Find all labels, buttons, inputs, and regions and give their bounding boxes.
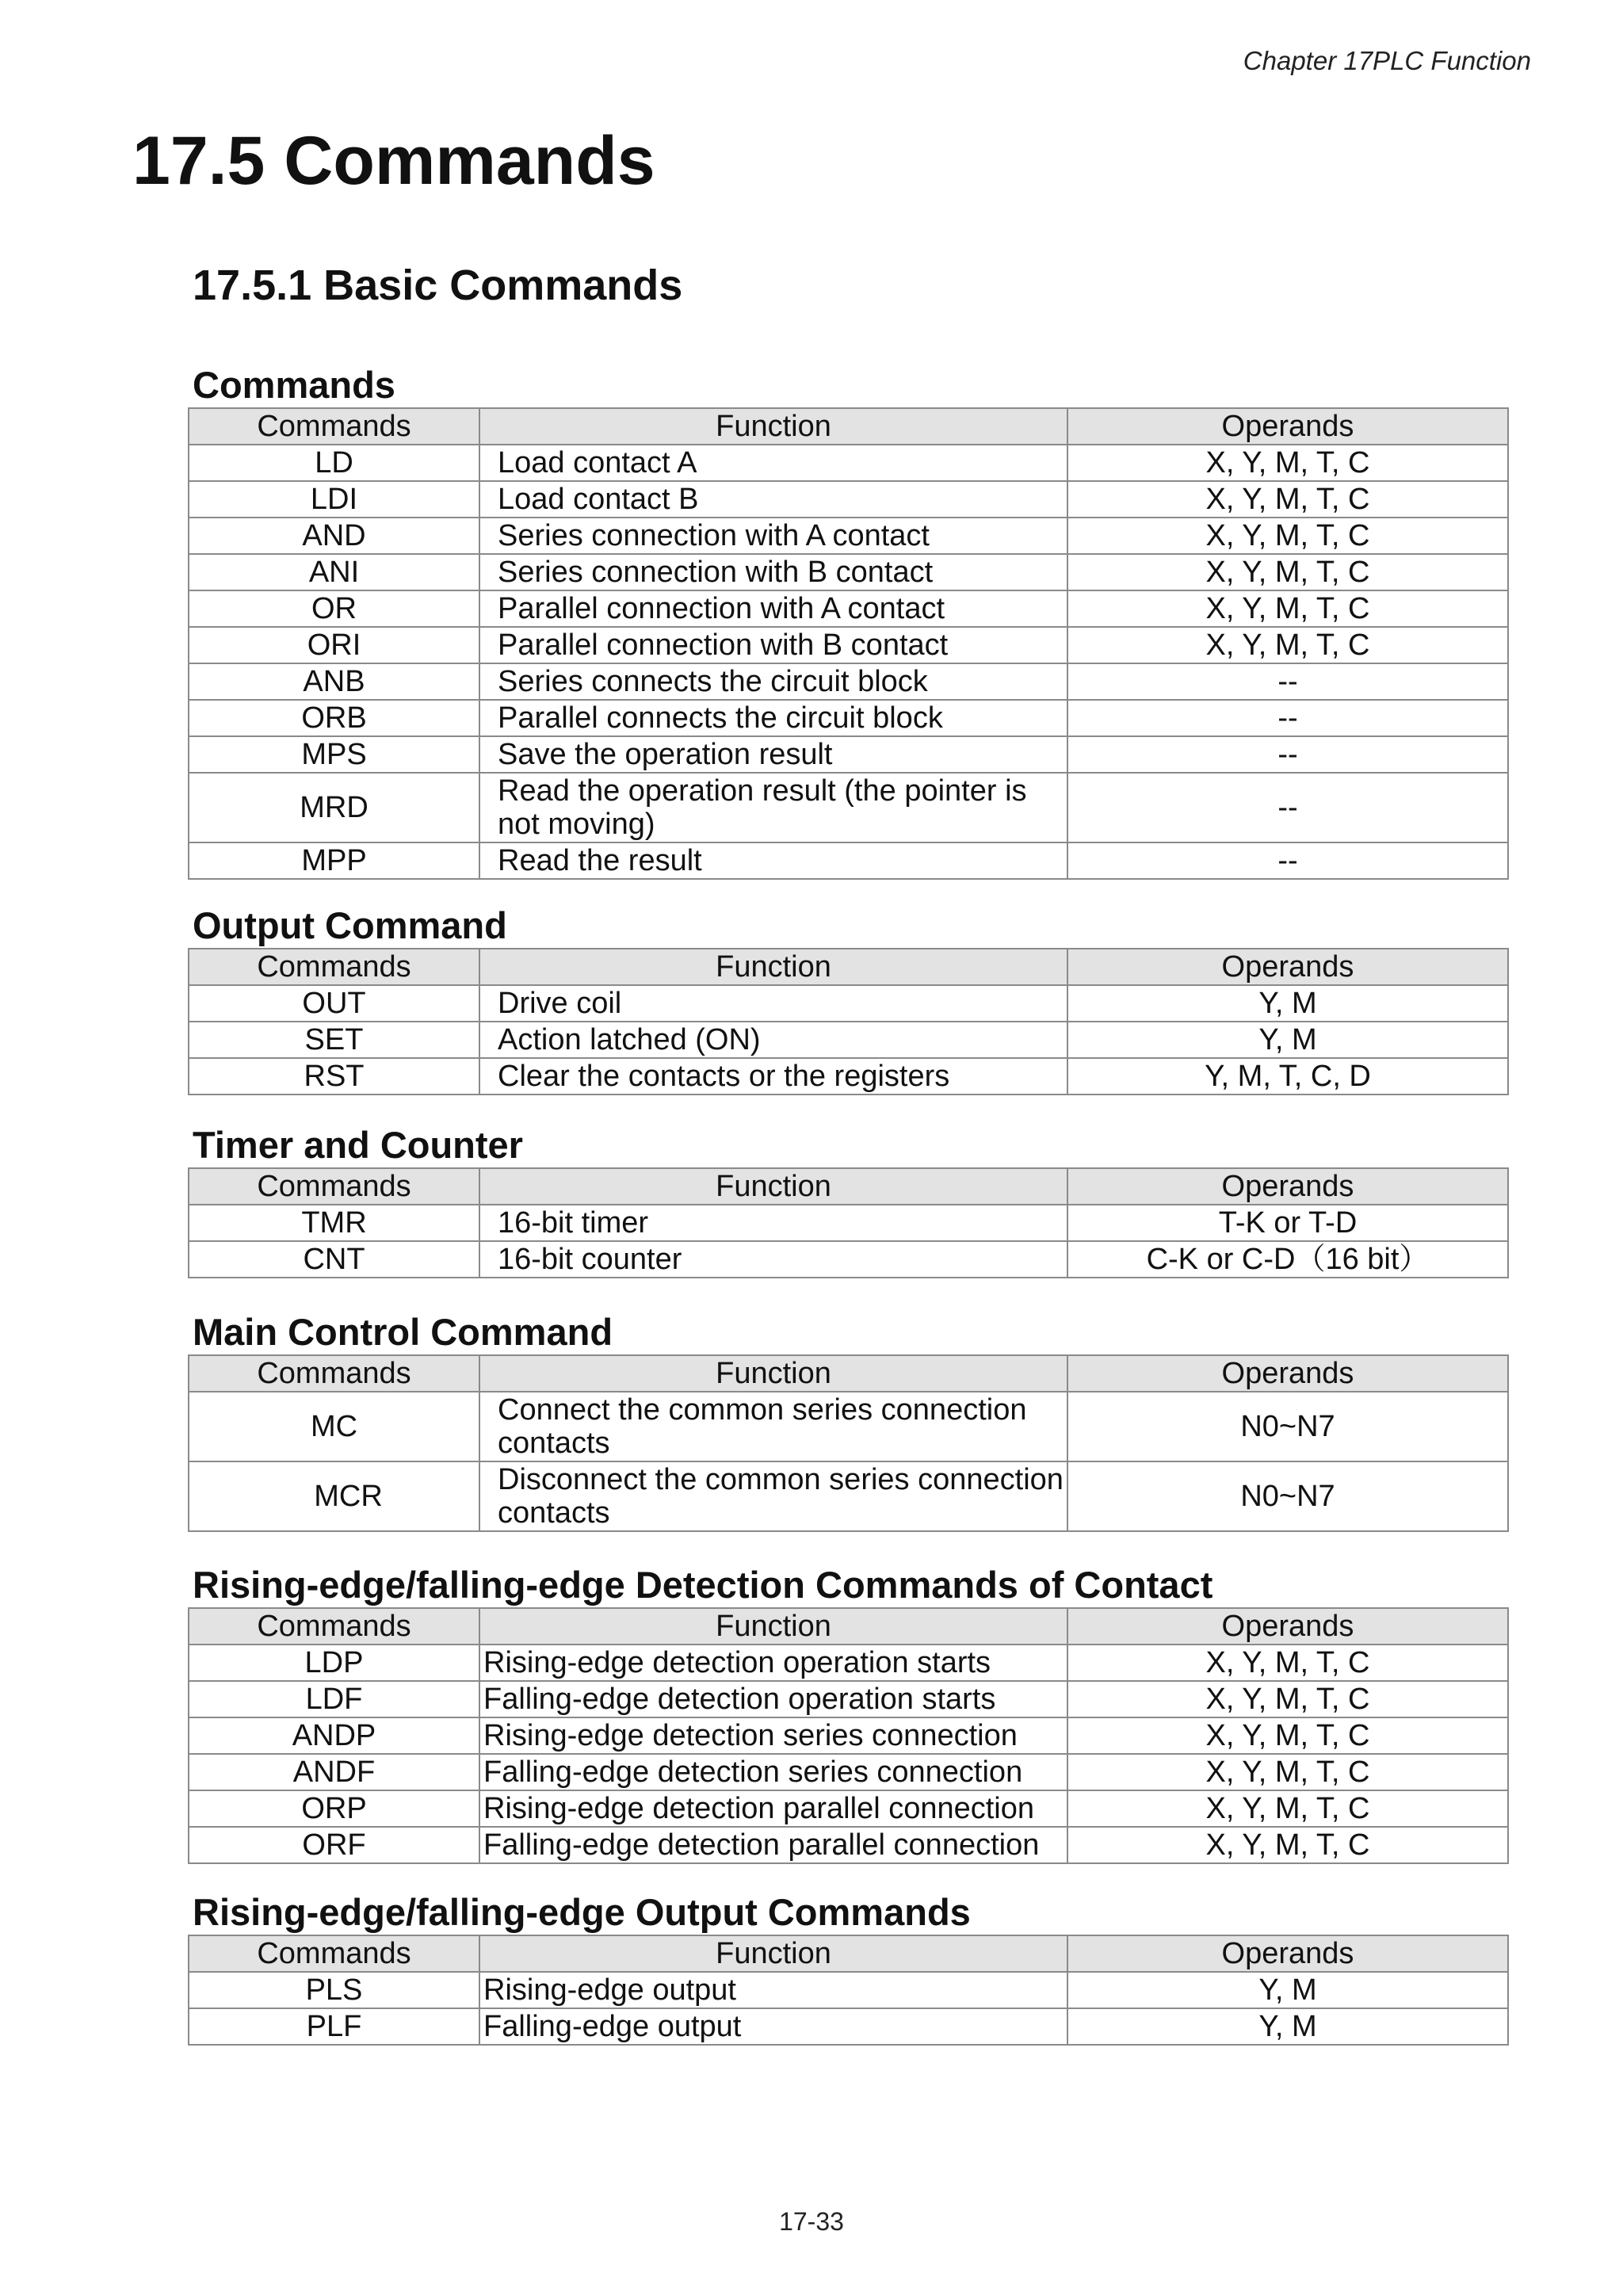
cell-command: MPS bbox=[189, 736, 479, 773]
cell-function: Falling-edge detection parallel connection bbox=[479, 1827, 1067, 1863]
cell-command: OUT bbox=[189, 985, 479, 1022]
cell-operands: Y, M bbox=[1067, 2008, 1508, 2045]
col-header-commands: Commands bbox=[189, 1608, 479, 1645]
cell-command: PLS bbox=[189, 1972, 479, 2008]
table-row bbox=[189, 2008, 1508, 2045]
cell-command: LDF bbox=[189, 1681, 479, 1717]
table-row bbox=[189, 985, 1508, 1022]
cell-operands: X, Y, M, T, C bbox=[1067, 1827, 1508, 1863]
table-row bbox=[189, 773, 1508, 842]
cell-function: Rising-edge detection operation starts bbox=[479, 1645, 1067, 1681]
col-header-function: Function bbox=[479, 1355, 1067, 1392]
col-header-operands: Operands bbox=[1067, 1168, 1508, 1205]
cell-function: Parallel connection with A contact bbox=[479, 590, 1067, 627]
section-title: Commands bbox=[193, 364, 395, 406]
cell-function: Falling-edge detection series connection bbox=[479, 1754, 1067, 1790]
cell-command: ANDP bbox=[189, 1717, 479, 1754]
cell-function: Drive coil bbox=[479, 985, 1067, 1022]
col-header-function: Function bbox=[479, 1608, 1067, 1645]
cell-function: Parallel connects the circuit block bbox=[479, 700, 1067, 736]
cell-operands: -- bbox=[1067, 663, 1508, 700]
cell-operands: N0~N7 bbox=[1067, 1392, 1508, 1461]
cell-command: MRD bbox=[189, 773, 479, 842]
table-header-row bbox=[189, 949, 1508, 985]
cell-operands: -- bbox=[1067, 773, 1508, 842]
cell-command: SET bbox=[189, 1022, 479, 1058]
cell-command: RST bbox=[189, 1058, 479, 1095]
table-row bbox=[189, 1461, 1508, 1531]
section-output-command bbox=[188, 904, 1507, 1095]
cell-command: ANI bbox=[189, 554, 479, 590]
table-row bbox=[189, 1827, 1508, 1863]
cell-command: CNT bbox=[189, 1241, 479, 1278]
table-row bbox=[189, 1205, 1508, 1241]
table-header-row bbox=[189, 1168, 1508, 1205]
col-header-commands: Commands bbox=[189, 949, 479, 985]
cell-operands: X, Y, M, T, C bbox=[1067, 1717, 1508, 1754]
cell-function: Read the operation result (the pointer is not moving) bbox=[479, 773, 1067, 842]
cell-operands: X, Y, M, T, C bbox=[1067, 1790, 1508, 1827]
table-row bbox=[189, 1754, 1508, 1790]
page-number: 17-33 bbox=[779, 2207, 844, 2236]
cell-function: Save the operation result bbox=[479, 736, 1067, 773]
cell-operands: N0~N7 bbox=[1067, 1461, 1508, 1531]
table-header-row bbox=[189, 1608, 1508, 1645]
edge-output-table bbox=[188, 1935, 1509, 2046]
table-row bbox=[189, 700, 1508, 736]
cell-operands: Y, M bbox=[1067, 985, 1508, 1022]
cell-command: MC bbox=[189, 1392, 479, 1461]
cell-operands: X, Y, M, T, C bbox=[1067, 1645, 1508, 1681]
section-subtitle: 17.5.1 Basic Commands bbox=[193, 262, 683, 309]
cell-command: ORB bbox=[189, 700, 479, 736]
table-row bbox=[189, 663, 1508, 700]
table-row bbox=[189, 1392, 1508, 1461]
col-header-commands: Commands bbox=[189, 408, 479, 445]
cell-function: Connect the common series connection contacts bbox=[479, 1392, 1067, 1461]
cell-function: Falling-edge output bbox=[479, 2008, 1067, 2045]
col-header-commands: Commands bbox=[189, 1355, 479, 1392]
col-header-function: Function bbox=[479, 1168, 1067, 1205]
section-title: Rising-edge/falling-edge Output Commands bbox=[193, 1891, 971, 1933]
main-control-table bbox=[188, 1354, 1509, 1532]
cell-command: MCR bbox=[189, 1461, 479, 1531]
cell-operands: X, Y, M, T, C bbox=[1067, 627, 1508, 663]
table-header-row bbox=[189, 408, 1508, 445]
cell-command: ORI bbox=[189, 627, 479, 663]
cell-command: MPP bbox=[189, 842, 479, 879]
cell-function: Load contact A bbox=[479, 445, 1067, 481]
cell-command: AND bbox=[189, 518, 479, 554]
section-title: Rising-edge/falling-edge Detection Commands of Contact bbox=[193, 1564, 1213, 1606]
col-header-function: Function bbox=[479, 408, 1067, 445]
cell-function: Series connection with B contact bbox=[479, 554, 1067, 590]
cell-operands: Y, M bbox=[1067, 1022, 1508, 1058]
cell-command: LDP bbox=[189, 1645, 479, 1681]
cell-function: 16-bit timer bbox=[479, 1205, 1067, 1241]
table-row bbox=[189, 590, 1508, 627]
col-header-commands: Commands bbox=[189, 1168, 479, 1205]
col-header-operands: Operands bbox=[1067, 408, 1508, 445]
cell-operands: Y, M, T, C, D bbox=[1067, 1058, 1508, 1095]
cell-operands: X, Y, M, T, C bbox=[1067, 518, 1508, 554]
table-row bbox=[189, 518, 1508, 554]
col-header-operands: Operands bbox=[1067, 949, 1508, 985]
cell-command: PLF bbox=[189, 2008, 479, 2045]
cell-operands: -- bbox=[1067, 700, 1508, 736]
section-edge-output bbox=[188, 1890, 1507, 2046]
cell-function: Action latched (ON) bbox=[479, 1022, 1067, 1058]
cell-operands: C-K or C-D（16 bit） bbox=[1067, 1241, 1508, 1278]
section-main-control bbox=[188, 1310, 1507, 1532]
col-header-function: Function bbox=[479, 1935, 1067, 1972]
cell-command: ANB bbox=[189, 663, 479, 700]
section-basic-commands bbox=[188, 363, 1507, 880]
cell-operands: X, Y, M, T, C bbox=[1067, 590, 1508, 627]
cell-command: TMR bbox=[189, 1205, 479, 1241]
timer-counter-table bbox=[188, 1167, 1509, 1278]
cell-function: Series connects the circuit block bbox=[479, 663, 1067, 700]
section-timer-counter bbox=[188, 1123, 1507, 1278]
col-header-function: Function bbox=[479, 949, 1067, 985]
col-header-operands: Operands bbox=[1067, 1355, 1508, 1392]
cell-command: ORF bbox=[189, 1827, 479, 1863]
table-header-row bbox=[189, 1355, 1508, 1392]
cell-function: Rising-edge detection parallel connection bbox=[479, 1790, 1067, 1827]
table-row bbox=[189, 627, 1508, 663]
table-header-row bbox=[189, 1935, 1508, 1972]
cell-command: ANDF bbox=[189, 1754, 479, 1790]
cell-command: OR bbox=[189, 590, 479, 627]
table-row bbox=[189, 1790, 1508, 1827]
commands-table bbox=[188, 407, 1509, 880]
table-row bbox=[189, 1022, 1508, 1058]
table-row bbox=[189, 1241, 1508, 1278]
cell-command: LD bbox=[189, 445, 479, 481]
section-title: Output Command bbox=[193, 904, 507, 946]
cell-function: Rising-edge detection series connection bbox=[479, 1717, 1067, 1754]
col-header-operands: Operands bbox=[1067, 1935, 1508, 1972]
cell-function: 16-bit counter bbox=[479, 1241, 1067, 1278]
col-header-commands: Commands bbox=[189, 1935, 479, 1972]
table-row bbox=[189, 1972, 1508, 2008]
table-row bbox=[189, 1645, 1508, 1681]
table-row bbox=[189, 1058, 1508, 1095]
table-row bbox=[189, 481, 1508, 518]
cell-function: Read the result bbox=[479, 842, 1067, 879]
cell-function: Falling-edge detection operation starts bbox=[479, 1681, 1067, 1717]
cell-function: Clear the contacts or the registers bbox=[479, 1058, 1067, 1095]
table-row bbox=[189, 736, 1508, 773]
cell-function: Load contact B bbox=[479, 481, 1067, 518]
cell-function: Series connection with A contact bbox=[479, 518, 1067, 554]
table-row bbox=[189, 1717, 1508, 1754]
table-row bbox=[189, 554, 1508, 590]
cell-function: Rising-edge output bbox=[479, 1972, 1067, 2008]
table-row bbox=[189, 445, 1508, 481]
section-edge-detection bbox=[188, 1563, 1507, 1864]
cell-operands: -- bbox=[1067, 842, 1508, 879]
cell-operands: X, Y, M, T, C bbox=[1067, 1681, 1508, 1717]
cell-function: Parallel connection with B contact bbox=[479, 627, 1067, 663]
cell-operands: X, Y, M, T, C bbox=[1067, 481, 1508, 518]
output-command-table bbox=[188, 948, 1509, 1095]
cell-operands: T-K or T-D bbox=[1067, 1205, 1508, 1241]
table-row bbox=[189, 842, 1508, 879]
cell-function: Disconnect the common series connection contacts bbox=[479, 1461, 1067, 1531]
table-row bbox=[189, 1681, 1508, 1717]
cell-operands: X, Y, M, T, C bbox=[1067, 1754, 1508, 1790]
cell-operands: -- bbox=[1067, 736, 1508, 773]
page-title: 17.5 Commands bbox=[132, 123, 655, 199]
chapter-header: Chapter 17PLC Function bbox=[1243, 46, 1531, 75]
section-title: Timer and Counter bbox=[193, 1124, 523, 1166]
cell-operands: Y, M bbox=[1067, 1972, 1508, 2008]
section-title: Main Control Command bbox=[193, 1311, 613, 1353]
cell-command: ORP bbox=[189, 1790, 479, 1827]
col-header-operands: Operands bbox=[1067, 1608, 1508, 1645]
cell-operands: X, Y, M, T, C bbox=[1067, 445, 1508, 481]
cell-operands: X, Y, M, T, C bbox=[1067, 554, 1508, 590]
edge-detection-table bbox=[188, 1607, 1509, 1864]
cell-command: LDI bbox=[189, 481, 479, 518]
